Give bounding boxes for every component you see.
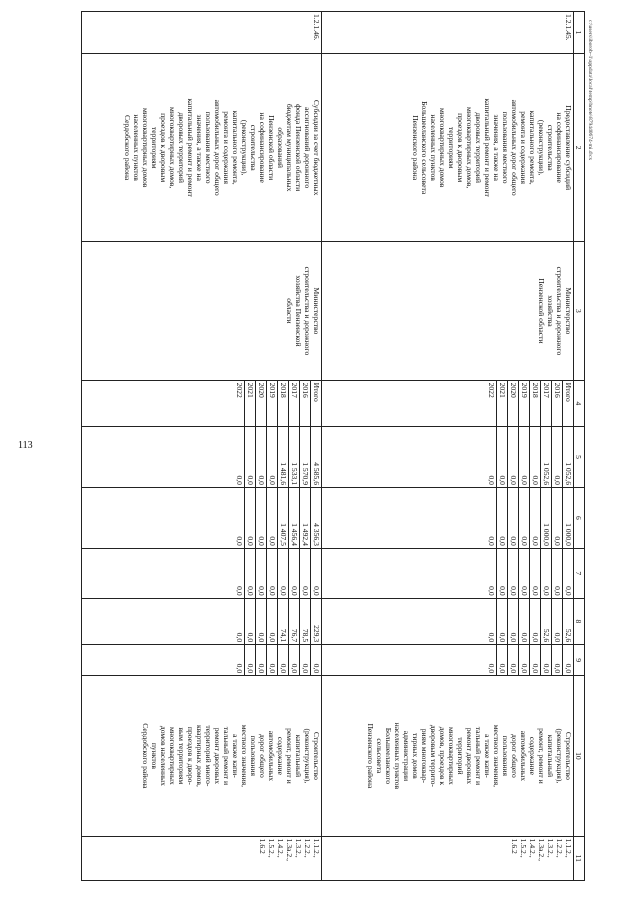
year-cell-value: 2020 xyxy=(507,381,518,426)
total-cell-value: 0,0 xyxy=(507,427,518,487)
local-budget-cell-value: 76,7 xyxy=(288,599,299,644)
local-budget-cell-value: 74,1 xyxy=(277,599,288,644)
local-budget-cell-value: 52,6 xyxy=(562,599,573,644)
table-row xyxy=(82,12,322,881)
page-number: 113 xyxy=(18,440,33,451)
total-cell-value: 0,0 xyxy=(235,475,244,485)
year-cell-value: 2018 xyxy=(529,381,540,426)
other-sources-cell-value: 0,0 xyxy=(235,663,244,674)
local-budget-cell-value: 0,0 xyxy=(244,599,255,644)
regional-budget-cell-value: 0,0 xyxy=(529,488,540,548)
indicator-codes: 1.1.2., 1.2.2., 1.3.2., 1.3a.2., 1.4.2., 1.5.2., 1.6.2 xyxy=(82,836,322,880)
federal-budget-cell-value: 0,0 xyxy=(496,549,507,598)
total-cell-value: 0,0 xyxy=(487,475,496,485)
year-cell-value: 2020 xyxy=(255,381,266,426)
other-sources-cell xyxy=(322,645,574,676)
federal-budget-cell-value: 0,0 xyxy=(277,549,288,598)
year-cell-value: 2022 xyxy=(235,382,244,398)
other-sources-cell-value: 0,0 xyxy=(266,645,277,675)
expected-result: Строительство (реконструкция), капитальный ремонт, ремонт и содержание автомобильных дорог общего пользования местного значения, а также капи- тальный ремонт и ремонт дворовых территорий много- квартирных домов, проездов к дворо- вым территориям многоквартирных домов населенных пунктов Сердобского района xyxy=(82,676,322,837)
federal-budget-cell-value: 0,0 xyxy=(299,549,310,598)
other-sources-cell-value: 0,0 xyxy=(310,645,321,675)
regional-budget-cell-value: 0,0 xyxy=(235,536,244,546)
local-budget-cell-value: 0,0 xyxy=(507,599,518,644)
total-cell-value: 1 481,6 xyxy=(277,427,288,487)
regional-budget-cell-value: 1 456,4 xyxy=(288,488,299,548)
federal-budget-cell-value: 0,0 xyxy=(235,586,244,596)
total-cell-value: 1 052,6 xyxy=(562,427,573,487)
year-cell-value: 2018 xyxy=(277,381,288,426)
regional-budget-cell-value: 0,0 xyxy=(255,488,266,548)
footer-file-path: c:\users\iborob~1\appdata\local\temp\bnote\8794d0674-mi.d\cx xyxy=(587,20,593,161)
local-budget-cell xyxy=(82,598,322,644)
regional-budget-cell-value: 0,0 xyxy=(487,536,496,546)
other-sources-cell-value: 0,0 xyxy=(299,645,310,675)
local-budget-cell-value: 0,0 xyxy=(255,599,266,644)
regional-budget-cell-value: 0,0 xyxy=(507,488,518,548)
local-budget-cell-value: 52,6 xyxy=(540,599,551,644)
other-sources-cell-value: 0,0 xyxy=(255,645,266,675)
year-cell-value: Итого xyxy=(310,381,321,426)
other-sources-cell-value: 0,0 xyxy=(518,645,529,675)
regional-budget-cell-value: 1 000,0 xyxy=(562,488,573,548)
year-cell-value: 2022 xyxy=(487,382,496,398)
regional-budget-cell-value: 0,0 xyxy=(266,488,277,548)
other-sources-cell-value: 0,0 xyxy=(540,645,551,675)
total-cell-value: 0,0 xyxy=(496,427,507,487)
col-header-11: 11 xyxy=(574,836,585,880)
col-header-5: 5 xyxy=(574,427,585,488)
other-sources-cell-value: 0,0 xyxy=(562,645,573,675)
other-sources-cell-value: 0,0 xyxy=(277,645,288,675)
regional-budget-cell-value: 0,0 xyxy=(496,488,507,548)
year-cell-value: 2021 xyxy=(496,381,507,426)
local-budget-cell-value: 0,0 xyxy=(496,599,507,644)
year-cell-value: Итого xyxy=(562,381,573,426)
federal-budget-cell-value: 0,0 xyxy=(529,549,540,598)
col-header-10: 10 xyxy=(574,676,585,837)
other-sources-cell-value: 0,0 xyxy=(551,645,562,675)
col-header-3: 3 xyxy=(574,242,585,380)
local-budget-cell-value: 0,0 xyxy=(551,599,562,644)
regional-budget-cell xyxy=(322,487,574,548)
col-header-9: 9 xyxy=(574,645,585,676)
year-cell-value: 2016 xyxy=(551,381,562,426)
other-sources-cell-value: 0,0 xyxy=(496,645,507,675)
federal-budget-cell-value: 0,0 xyxy=(551,549,562,598)
table-body xyxy=(82,12,574,881)
local-budget-cell-value: 0,0 xyxy=(529,599,540,644)
total-cell-value: 0,0 xyxy=(266,427,277,487)
regional-budget-cell-value: 4 356,3 xyxy=(310,488,321,548)
federal-budget-cell xyxy=(322,548,574,598)
col-header-1: 1 xyxy=(574,12,585,54)
other-sources-cell-value: 0,0 xyxy=(507,645,518,675)
col-header-2: 2 xyxy=(574,54,585,242)
regional-budget-cell xyxy=(82,487,322,548)
federal-budget-cell-value: 0,0 xyxy=(244,549,255,598)
row-number: 1.2.1.46. xyxy=(82,12,322,54)
federal-budget-cell-value: 0,0 xyxy=(562,549,573,598)
total-cell-value: 1 533,1 xyxy=(288,427,299,487)
local-budget-cell-value: 0,0 xyxy=(266,599,277,644)
local-budget-cell-value: 0,0 xyxy=(487,632,496,643)
total-cell-value: 0,0 xyxy=(518,427,529,487)
total-cell-value: 0,0 xyxy=(255,427,266,487)
row-number: 1.2.1.45. xyxy=(322,12,574,54)
regional-budget-cell-value: 1 000,0 xyxy=(540,488,551,548)
federal-budget-cell-value: 0,0 xyxy=(540,549,551,598)
event-name: Предоставление субсидий на софинансирование строительства (реконструкции), капитального ремонта, ремонта и содержания автомобильных дорог общего пользования местного значения, а также на капитальный ремонт и ремонт дворовых территорий многоквартирных домов, проездов к дворовым территориям многоквартирных домов населенных пунктов Большееланского сельсовета Пензенского района xyxy=(322,54,574,242)
federal-budget-cell-value: 0,0 xyxy=(266,549,277,598)
regional-budget-cell-value: 1 407,5 xyxy=(277,488,288,548)
federal-budget-cell-value: 0,0 xyxy=(507,549,518,598)
col-header-4: 4 xyxy=(574,380,585,426)
header-row xyxy=(574,12,585,881)
other-sources-cell-value: 0,0 xyxy=(529,645,540,675)
total-cell-value: 0,0 xyxy=(244,427,255,487)
total-cell-value: 0,0 xyxy=(551,427,562,487)
total-cell-value: 1 570,9 xyxy=(299,427,310,487)
rotated-page xyxy=(90,11,585,881)
regional-budget-cell-value: 0,0 xyxy=(551,488,562,548)
federal-budget-cell-value: 0,0 xyxy=(310,549,321,598)
total-cell xyxy=(82,427,322,488)
year-cell-value: 2017 xyxy=(540,381,551,426)
event-name: Субсидии за счет бюджетных ассигнований дорожного фонда Пензенской области бюджетам муниципальных образований Пензенской области на софинансирование строительства (реконструкции), капитального ремонта, ремонта и содержания автомобильных дорог общего пользования местного значения, а также на капитальный ремонт и ремонт дворовых территорий многоквартирных домов, проездов к дворовым территориям многоквартирных домов населенных пунктов Сердобского района xyxy=(82,54,322,242)
local-budget-cell-value: 229,3 xyxy=(310,599,321,644)
total-cell-value: 1 052,6 xyxy=(540,427,551,487)
other-sources-cell-value: 0,0 xyxy=(244,645,255,675)
local-budget-cell-value: 78,5 xyxy=(299,599,310,644)
table-row xyxy=(322,12,574,881)
federal-budget-cell-value: 0,0 xyxy=(288,549,299,598)
total-cell xyxy=(322,427,574,488)
executor: Министерство строительства и дорожного хозяйства Пензенской области xyxy=(82,242,322,380)
local-budget-cell xyxy=(322,598,574,644)
year-cell-value: 2016 xyxy=(299,381,310,426)
other-sources-cell-value: 0,0 xyxy=(487,663,496,674)
year-cell-value: 2019 xyxy=(266,381,277,426)
other-sources-cell-value: 0,0 xyxy=(288,645,299,675)
executor: Министерство строительства и дорожного хозяйства Пензенской области xyxy=(322,242,574,380)
year-cell xyxy=(322,380,574,426)
federal-budget-cell-value: 0,0 xyxy=(255,549,266,598)
year-cell-value: 2017 xyxy=(288,381,299,426)
regional-budget-cell-value: 0,0 xyxy=(518,488,529,548)
year-cell-value: 2019 xyxy=(518,381,529,426)
year-cell xyxy=(82,380,322,426)
other-sources-cell xyxy=(82,645,322,676)
col-header-8: 8 xyxy=(574,598,585,644)
regional-budget-cell-value: 0,0 xyxy=(244,488,255,548)
col-header-6: 6 xyxy=(574,487,585,548)
federal-budget-cell-value: 0,0 xyxy=(518,549,529,598)
year-cell-value: 2021 xyxy=(244,381,255,426)
total-cell-value: 4 585,6 xyxy=(310,427,321,487)
total-cell-value: 0,0 xyxy=(529,427,540,487)
program-table xyxy=(81,11,585,881)
local-budget-cell-value: 0,0 xyxy=(235,632,244,643)
local-budget-cell-value: 0,0 xyxy=(518,599,529,644)
regional-budget-cell-value: 1 492,4 xyxy=(299,488,310,548)
federal-budget-cell-value: 0,0 xyxy=(487,586,496,596)
col-header-7: 7 xyxy=(574,548,585,598)
federal-budget-cell xyxy=(82,548,322,598)
expected-result: Строительство (реконструкция), капитальный ремонт, ремонт и содержание автомобильных дорог общего пользования местного значения, а также капи- тальный ремонт и ремонт дворовых территорий многоквартирных домов, проездов к дворовым террито- риям многоквар- тирных домов администрации населенных пунктов Большееланского сельсовета Пензенского района xyxy=(322,676,574,837)
indicator-codes: 1.1.2., 1.2.2., 1.3.2., 1.3a.2., 1.4.2., 1.5.2., 1.6.2 xyxy=(322,836,574,880)
